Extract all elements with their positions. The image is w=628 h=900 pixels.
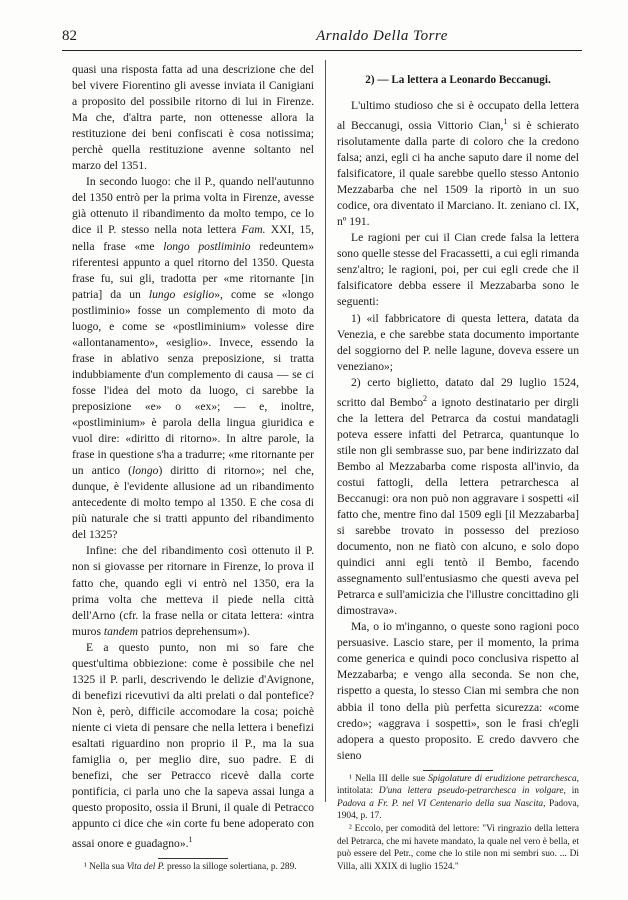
paragraph: In secondo luogo: che il P., quando nell'autunno del 1350 entrò per la prima volta in Firenze, avesse già ottenuto il ribandimento da molto tempo, ce lo dice il P. stesso nella nota lettera Fam. XXI, 15, nella frase «me longo postliminio redeuntem» riferentesi appunto a quel ritorno del 1350. Questa frase fu, sui gli, tradotta per «me ritornante [in patria] da un lungo esiglio», come se «longo postliminio» fosse un complemento di moto da luogo, e come se «postliminium» volesse dire «allontanamento», «esiglio». Invece, essendo la frase in ablativo senza preposizione, si tratta indubbiamente d'un complemento di causa — se ci fosse l'idea del moto da luogo, ci sarebbe la preposizione «e» o «ex»; — e, inoltre, «postliminium» è parola della lingua giuridica e vuol dire: «diritto di ritorno». In altre parole, la frase in questione s'ha a tradurre; «me ritornante per un antico (longo) diritto di ritorno»; nel che, dunque, è l'evidente allusione ad un ribandimento antecedente di molto tempo al 1350. E che cosa di più naturale che si tratti appunto del ribandimento del 1325? — [72, 175, 315, 542]
paragraph: E a questo punto, non mi so fare che quest'ultima obbiezione: come è possibile che nel 1325 il P. parli, descrivendo le delizie d'Avignone, di benefizi ricevutivi da alti prelati o dal pontefice? Non è, però, difficile accomodare la cosa; poichè niente ci vieta di pensare che nella lettera i benefizi esaltati riguardino non proprio il P., ma la sua famiglia o, per meglio dire, suo padre. E di benefizi, che ser Petracco ricevè dalla corte pontificia, ci parla uno che la sapeva assai lunga a questo proposito, ossia il Bruni, il quale di Petracco appunto ci dice che «in corte fu bene adoperato con assai onore e guadagno».$^1$ — [72, 640, 314, 851]
paragraph: L'ultimo studioso che si è occupato della lettera al Beccanugi, ossia Vittorio Cian,$^1$ si è schierato risolutamente dalla parte di coloro che la credono falsa; anzi, egli ci ha anche saputo dare il nome del falsificatore, il quale sarebbe quello stesso Antonio Mezzabarba che nel 1509 la riportò in un suo codice, ora diventato il Marciano. It. zeniano cl. IX, nº 191. — [337, 99, 580, 229]
paragraph: Infine: che del ribandimento così ottenuto il P. non si giovasse per ritornare in Firenze, lo prova il fatto che, quando egli vi entrò nel 1350, era la prima volta che metteva il piede nella città dell'Arno (cfr. la frase nella or citata lettera: «intra muros tandem patrios deprehensum»). — [72, 544, 314, 638]
paragraph: Ma, o io m'inganno, o queste sono ragioni poco persuasive. Lascio stare, per il momento, la prima come generica e quindi poco conclusiva rispetto al Mezzabarba; e vengo alla seconda. Se non che, rispetto a questa, lo stesso Cian mi sembra che non abbia il tono della più perfetta sicurezza: «come credo»; «aggrava i sospetti», son le frasi ch'egli adopera a questo proposito. E credo davvero che sieno — [337, 620, 579, 762]
page-number: 82 — [62, 28, 77, 44]
running-title: Arnaldo Della Torre — [316, 28, 448, 44]
right-column — [337, 64, 579, 873]
footnote-divider — [158, 858, 228, 859]
paragraph: 1) «il fabbricatore di questa lettera, datata da Venezia, e che sarebbe stata documento importante del soggiorno del P. nelle lagune, doveva essere un veneziano»; — [337, 311, 579, 373]
footnote: ² Eccolo, per comodità del lettore: "Vi ringrazio della lettera del Petrarca, che mi havete mandato, la quale nel vero è bella, et può essere del Petr., come che lo stile non mi sembri suo. ... Di Villa, alli XXIX di luglio 1524." — [337, 824, 579, 872]
paragraph: Le ragioni per cui il Cian crede falsa la lettera sono quelle stesse del Fracassetti, a cui egli rimanda senz'altro; le ragioni, poi, per cui egli crede che il falsificatore debba essere il Mezzabarba sono le seguenti: — [337, 231, 579, 309]
paragraph: 2) certo biglietto, datato dal 29 luglio 1524, scritto dal Bembo$^2$ a ignoto destinatario per dirgli che la lettera del Petrarca da costui mandatagli poteva essere infatti del Petrarca, quantunque lo stile non gli sembrasse suo, par bene indirizzato dal Bembo al Mezzabarba come risposta all'invio, da costui fattogli, della lettera petrarchesca al Beccanugi: ora non può non aggravare i sospetti «il fatto che, mentre fino dal 1509 egli [il Mezzabarba] si sarebbe trovato in possesso del prezioso documento, non ne fiatò con alcuno, e solo dopo quindici anni egli tentò il Bembo, facendo assegnamento sull'entusiasmo che questi aveva pel Petrarca e sull'amicizia che l'illustre concittadino gli dimostrava». — [337, 375, 579, 618]
footnote: ¹ Nella sua Vita del P. presso la silloge solertiana, p. 289. — [84, 862, 297, 873]
column-divider — [325, 60, 326, 802]
section-title: 2) — La lettera a Leonardo Beccanugi. — [365, 74, 551, 86]
left-column — [72, 62, 314, 874]
footnote-ref: 1 — [503, 117, 508, 127]
paragraph: quasi una risposta fatta ad una descrizione che del bel vivere Fiorentino gli avesse inviata il Canigiani a proposito del possibile ritorno di lui in Firenze. Ma che, d'altra parte, non ottenesse allora la restituzione dei beni confiscati è cosa notissima; perchè quella restituzione avenne soltanto nel marzo del 1351. — [72, 63, 314, 173]
page-header — [62, 28, 582, 51]
footnote-ref: 2 — [423, 393, 427, 403]
footnote-divider — [423, 770, 493, 771]
footnote: ¹ Nella III delle sue Spigolature di erudizione petrarchesca, intitolata: D'una lettera pseudo-petrarchesca in volgare, in Padova a Fr. P. nel VI Centenario della sua Nascita, Padova, 1904, p. 17. — [337, 773, 579, 822]
footnote-ref: 1 — [188, 835, 193, 845]
